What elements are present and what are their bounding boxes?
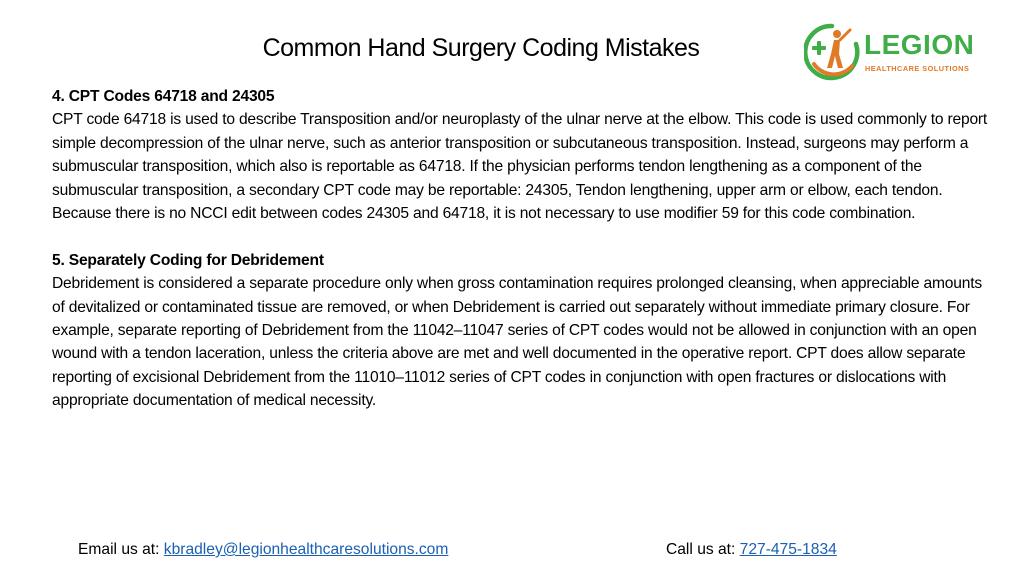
- email-label: Email us at:: [78, 541, 164, 558]
- content-area: [52, 85, 997, 436]
- section-heading: 5. Separately Coding for Debridement: [52, 251, 324, 269]
- logo-name: LEGION: [864, 29, 975, 60]
- phone-link[interactable]: 727-475-1834: [739, 541, 837, 558]
- section-body: Debridement is considered a separate procedure only when gross contamination requires prolonged cleansing, when appreciable amounts of devitalized or contaminated tissue are removed, or when Debridement is carried out separately without immediate primary closure. For example, separate reporting of Debridement from the 11042–11047 series of CPT codes would not be allowed in conjunction with an open wound with a tendon laceration, unless the criteria above are met and well documented in the operative report. CPT does allow separate reporting of excisional Debridement from the 11010–11012 series of CPT codes in conjunction with open fractures or dislocations with appropriate documentation of medical necessity.: [52, 275, 982, 410]
- section-debridement: [52, 249, 997, 413]
- section-body: CPT code 64718 is used to describe Transposition and/or neuroplasty of the ulnar nerve at the elbow. This code is used commonly to report simple decompression of the ulnar nerve, such as anterior transposition or subcutaneous transposition. Instead, surgeons may perform a submuscular transposition, which also is reportable as 64718. If the physician performs tendon lengthening as a component of the submuscular transposition, a secondary CPT code may be reportable: 24305, Tendon lengthening, upper arm or elbow, each tendon. Because there is no NCCI edit between codes 24305 and 64718, it is not necessary to use modifier 59 for this code combination.: [52, 111, 988, 223]
- phone-label: Call us at:: [666, 541, 740, 558]
- legion-emblem-icon: [804, 22, 860, 84]
- section-cpt-codes: [52, 85, 997, 225]
- email-contact: [78, 538, 448, 561]
- logo-tagline: HEALTHCARE SOLUTIONS: [865, 64, 970, 73]
- email-link[interactable]: kbradley@legionhealthcaresolutions.com: [163, 541, 449, 558]
- page-title: Common Hand Surgery Coding Mistakes: [262, 34, 700, 62]
- phone-contact: [666, 538, 837, 561]
- section-heading: 4. CPT Codes 64718 and 24305: [52, 88, 275, 105]
- legion-logo: [804, 22, 984, 84]
